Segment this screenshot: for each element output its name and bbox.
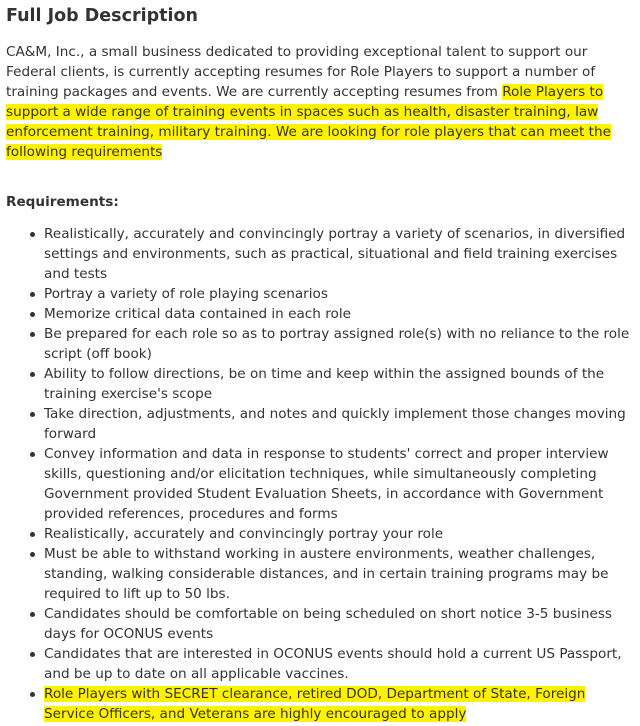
bullet-icon [30,452,35,457]
bullet-icon [30,232,35,237]
requirements-heading: Requirements: [6,194,119,210]
requirement-text: Candidates that are interested in OCONUS events should hold a current US Passport, and be up to date on all applicable vaccines. [44,646,622,682]
bullet-icon [30,612,35,617]
requirement-item [44,364,634,404]
intro-highlighted-text: Role Players to support a wide range of training events in spaces such as health, disaster training, law enforcement training, military training. We are looking for role players that can meet the following requirements [6,84,611,160]
requirement-text: Convey information and data in response to students' correct and proper interview skills, questioning and/or elicitation techniques, while simultaneously completing Government provided Student Evaluation Sheets, in accordance with Government provided references, procedures and forms [44,446,609,522]
requirement-text: Take direction, adjustments, and notes and quickly implement those changes moving forward [44,406,626,442]
bullet-icon [30,692,35,697]
requirement-highlighted-text: Role Players with SECRET clearance, retired DOD, Department of State, Foreign Service Officers, and Veterans are highly encouraged to apply [44,686,586,722]
requirement-item [44,284,634,304]
bullet-icon [30,652,35,657]
requirement-item [44,524,634,544]
requirement-text: Must be able to withstand working in austere environments, weather challenges, standing, walking considerable distances, and in certain training programs may be required to lift up to 50 lbs. [44,546,609,602]
requirement-item [44,444,634,524]
bullet-icon [30,412,35,417]
requirement-text: Realistically, accurately and convincingly portray your role [44,526,444,542]
bullet-icon [30,552,35,557]
bullet-icon [30,292,35,297]
requirement-item [44,544,634,604]
requirement-item [44,644,634,684]
requirement-text: Be prepared for each role so as to portray assigned role(s) with no reliance to the role script (off book) [44,326,630,362]
requirement-text: Realistically, accurately and convincingly portray a variety of scenarios, in diversified settings and environments, such as practical, situational and field training exercises and tests [44,226,626,282]
requirement-item [44,324,634,364]
requirement-item [44,404,634,444]
requirement-text: Memorize critical data contained in each role [44,306,351,322]
requirement-item [44,224,634,284]
requirement-text: Portray a variety of role playing scenarios [44,286,328,302]
bullet-icon [30,312,35,317]
bullet-icon [30,372,35,377]
requirement-text: Candidates should be comfortable on being scheduled on short notice 3-5 business days for OCONUS events [44,606,612,642]
intro-text: CA&M, Inc., a small business dedicated to providing exceptional talent to support our Federal clients, is currently accepting resumes for Role Players to support a number of training packages and events. We are currently accepting resumes from [6,44,596,100]
requirements-list [6,224,634,724]
requirement-item-highlighted [44,684,634,724]
intro-paragraph [6,42,632,162]
requirement-item [44,304,634,324]
requirement-text: Ability to follow directions, be on time and keep within the assigned bounds of the training exercise's scope [44,366,605,402]
requirement-item [44,604,634,644]
bullet-icon [30,532,35,537]
page-title: Full Job Description [6,6,198,26]
bullet-icon [30,332,35,337]
